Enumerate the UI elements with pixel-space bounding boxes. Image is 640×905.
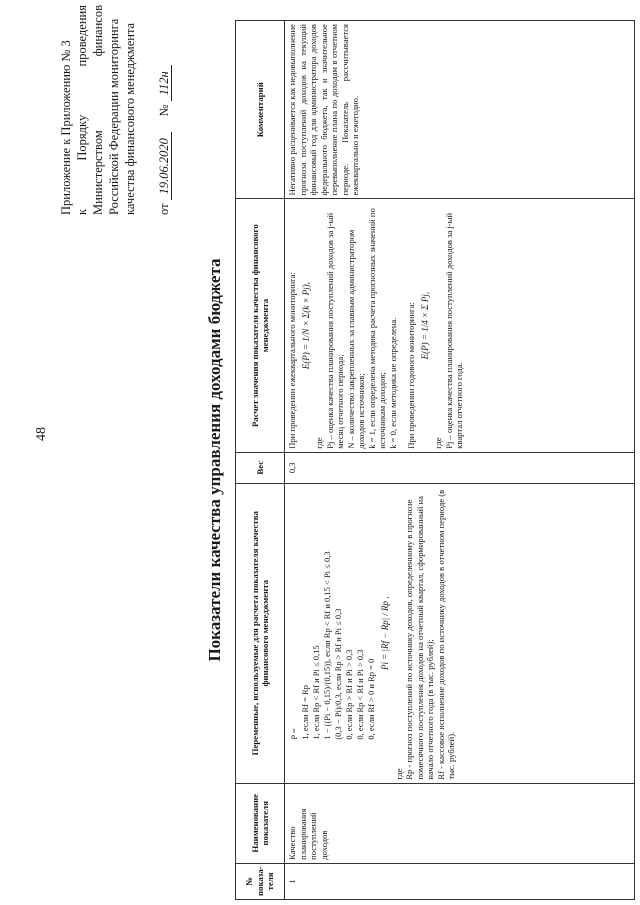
appendix-line-5: качества финансового менеджмента xyxy=(123,22,137,215)
calc-k0-definition: k = 0, если методика не определена. xyxy=(387,317,398,449)
case-3: 1 − ((Pi − 0,15)/(0,15)), если Rp < Rf и 0,15 < Pi ≤ 0,3 xyxy=(322,551,332,740)
calc-k1-definition: k = 1, если определена методика расчета прогнозных значений по источникам доходов; xyxy=(366,208,387,449)
table-row xyxy=(285,21,635,900)
case-7: 0, если Rf > 0 и Rp = 0 xyxy=(366,658,376,740)
cell-calc xyxy=(285,199,635,452)
indicators-table xyxy=(235,20,635,900)
p-label: P = xyxy=(289,728,299,740)
calc-n-definition: N – количество закрепленных за главным администратором доходов источников; xyxy=(345,229,366,449)
calc-quarterly-formula: E(P) = 1/N × Σ(k × Pj), xyxy=(300,281,311,370)
calc-pj-definition: Pj – оценка качества планирования поступлений доходов за j-ый месяц отчетного периода; xyxy=(324,212,345,449)
case-5: 0, если Rp > Rf и Pi > 0,3 xyxy=(344,649,354,740)
header-num: № показа-теля xyxy=(236,863,285,899)
appendix-date-line xyxy=(156,5,172,215)
appendix-word-ministry: Министерством xyxy=(91,130,105,215)
where-label: где xyxy=(393,768,404,780)
calc-where-2: где xyxy=(433,437,443,449)
appendix-line-2 xyxy=(74,5,90,215)
cell-num: 1 xyxy=(285,863,635,899)
calc-annual-formula: E(P) = 1/4 × Σ Pj, xyxy=(419,291,430,360)
header-variables: Переменные, используемые для расчета показателя качества финансового менеджмента xyxy=(236,483,285,783)
appendix-word-k: к xyxy=(75,208,89,215)
cell-variables xyxy=(285,483,635,783)
case-1: 1, если Rf = Rp xyxy=(300,685,310,740)
page-title: Показатели качества управления доходами бюджета xyxy=(205,258,224,662)
appendix-word-poryadku: Порядку xyxy=(75,114,89,161)
case-6: 0, если Rp < Rf и Pi > 0,3 xyxy=(355,649,365,740)
calc-quarterly-intro: При проведении ежеквартального мониторинга: xyxy=(287,272,297,449)
calc-pj-definition-2: Pj – оценка качества планирования поступлений доходов за j-ый квартал отчетного года. xyxy=(443,212,464,449)
piecewise-formula xyxy=(289,487,377,740)
number-prefix: № xyxy=(157,104,171,117)
header-comment: Комментарий xyxy=(236,21,285,199)
calc-annual-intro: При проведении годового мониторинга: xyxy=(406,302,416,449)
header-calc: Расчет значения показателя качества финансового менеджмента xyxy=(236,199,285,452)
rp-definition: Rp - прогноз поступлений по источнику доходов, определенному в прогнозе помесячного поступления доходов на отчетный квартал, сформированный на начало отчетного года (в тыс. рублей); xyxy=(404,496,435,780)
case-2: 1, если Rp < Rf и Pi ≤ 0,15 xyxy=(311,645,321,740)
date-value: 19.06.2020 xyxy=(157,132,172,200)
header-name: Наименование показателя xyxy=(236,783,285,863)
pi-formula: Pi = |Rf − Rp| / Rp , xyxy=(380,596,390,671)
appendix-word-finance: финансов xyxy=(91,5,105,57)
header-weight: Вес xyxy=(236,452,285,483)
cell-name: Качество планирования поступлений доходов xyxy=(285,783,635,863)
number-value: 112н xyxy=(157,65,172,101)
cell-comment: Негативно расценивается как недовыполнение прогноза поступлений доходов на текущий финансовый год для администратора доходов федерального бюджета, так и значительное перевыполнение плана по доходам в отчетном периоде. Показатель рассчитывается ежеквартально и ежегодно. xyxy=(285,21,635,199)
date-prefix: от xyxy=(157,203,171,215)
appendix-line-1: Приложение к Приложению № 3 xyxy=(59,40,73,215)
appendix-line-4: Российской Федерации мониторинга xyxy=(107,18,121,215)
case-4: (0,3 − Pi)/0,3, если Rp > Rf и Pi ≤ 0,3 xyxy=(333,608,343,740)
table-header-row xyxy=(236,21,285,900)
appendix-line-3 xyxy=(90,5,106,215)
appendix-word-provedeniya: проведения xyxy=(75,5,89,67)
rf-definition: Rf - кассовое исполнение доходов по источнику доходов в отчетном периоде (в тыс. рублей). xyxy=(435,489,456,780)
page-number: 48 xyxy=(34,427,49,441)
appendix-header xyxy=(58,5,172,215)
calc-where: где xyxy=(314,437,324,449)
cell-weight: 0,3 xyxy=(285,452,635,483)
